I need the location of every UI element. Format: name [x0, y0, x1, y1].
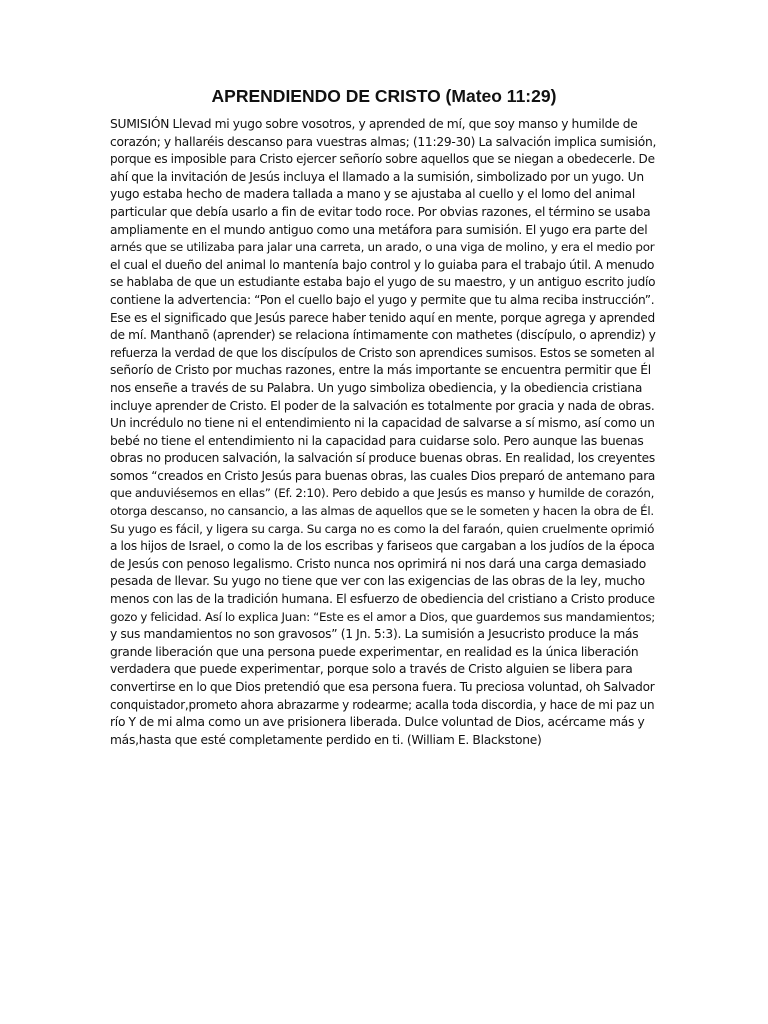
body-line: ahí que la invitación de Jesús incluya el llamado a la sumisión, simbolizado por un yugo. Un [110, 169, 644, 184]
body-line: de mí. Manthanō (aprender) se relaciona íntimamente con mathetes (discípulo, o aprendiz) y [110, 328, 656, 343]
body-line: Un incrédulo no tiene ni el entendimiento ni la capacidad de salvarse a sí mismo, así como un [110, 416, 655, 431]
body-line: Su yugo es fácil, y ligera su carga. Su carga no es como la del faraón, quien cruelmente oprimió [110, 521, 655, 536]
body-line: otorga descanso, no cansancio, a las almas de aquellos que se le someten y hacen la obra de Él. [110, 504, 654, 519]
body-line: corazón; y hallaréis descanso para vuestras almas; (11:29-30) La salvación implica sumisión, [110, 134, 657, 149]
document-body [110, 116, 658, 749]
body-line: particular que debía usarlo a fin de evitar todo roce. Por obvias razones, el término se usaba [110, 204, 651, 219]
body-line: contiene la advertencia: “Pon el cuello bajo el yugo y permite que tu alma reciba instrucción”. [110, 292, 655, 307]
body-line: se hablaba de que un estudiante estaba bajo el yugo de su maestro, y un antiguo escrito judío [110, 275, 656, 290]
body-line: SUMISIÓN Llevad mi yugo sobre vosotros, y aprended de mí, que soy manso y humilde de [110, 117, 638, 131]
body-line: de Jesús con penoso legalismo. Cristo nunca nos oprimirá ni nos dará una carga demasiado [110, 556, 647, 571]
body-line: somos “creados en Cristo Jesús para buenas obras, las cuales Dios preparó de antemano para [110, 468, 656, 483]
body-line: incluye aprender de Cristo. El poder de la salvación es totalmente por gracia y nada de obras. [110, 398, 655, 413]
body-line: más,hasta que esté completamente perdido en ti. (William E. Blackstone) [110, 732, 542, 747]
body-line: convertirse en lo que Dios pretendió que esa persona fuera. Tu preciosa voluntad, oh Salvador [110, 680, 655, 694]
body-line: gozo y felicidad. Así lo explica Juan: “Este es el amor a Dios, que guardemos sus mandamientos; [110, 609, 655, 624]
body-line: que anduviésemos en ellas” (Ef. 2:10). Pero debido a que Jesús es manso y humilde de corazón, [110, 486, 655, 501]
body-line: menos con las de la tradición humana. El esfuerzo de obediencia del cristiano a Cristo produce [110, 592, 655, 607]
body-line: pesada de llevar. Su yugo no tiene que ver con las exigencias de las obras de la ley, mucho [110, 574, 645, 589]
body-line: bebé no tiene el entendimiento ni la capacidad para cuidarse solo. Pero aunque las buenas [110, 433, 644, 448]
body-line: obras no producen salvación, la salvación sí produce buenas obras. En realidad, los creyentes [110, 451, 655, 466]
body-line: ampliamente en el mundo antiguo como una metáfora para sumisión. El yugo era parte del [110, 222, 648, 237]
document-title: APRENDIENDO DE CRISTO (Mateo 11:29) [211, 86, 557, 106]
body-line: río Y de mi alma como un ave prisionera liberada. Dulce voluntad de Dios, acércame más y [110, 715, 645, 730]
body-line: y sus mandamientos no son gravosos” (1 Jn. 5:3). La sumisión a Jesucristo produce la más [110, 627, 639, 642]
body-line: verdadera que puede experimentar, porque solo a través de Cristo alguien se libera para [110, 662, 633, 677]
body-line: el cual el dueño del animal lo mantenía bajo control y lo guiaba para el trabajo útil. A menudo [110, 257, 655, 272]
body-line: arnés que se utilizaba para jalar una carreta, un arado, o una viga de molino, y era el medio por [110, 240, 655, 255]
body-line: porque es imposible para Cristo ejercer señorío sobre aquellos que se niegan a obedecerle. De [110, 152, 655, 167]
body-line: nos enseñe a través de su Palabra. Un yugo simboliza obediencia, y la obediencia cristiana [110, 380, 643, 395]
body-line: Ese es el significado que Jesús parece haber tenido aquí en mente, porque agrega y aprended [110, 310, 655, 325]
body-line: yugo estaba hecho de madera tallada a mano y se ajustaba al cuello y el lomo del animal [110, 187, 635, 202]
body-line: grande liberación que una persona puede experimentar, en realidad es la única liberación [110, 644, 639, 659]
body-line: a los hijos de Israel, o como la de los escribas y fariseos que cargaban a los judíos de la época [110, 539, 655, 554]
body-line: señorío de Cristo por muchas razones, entre la más importante se encuentra permitir que Él [110, 363, 651, 378]
body-line: refuerza la verdad de que los discípulos de Cristo son aprendices sumisos. Estos se someten al [110, 345, 655, 360]
body-line: conquistador,prometo ahora abrazarme y rodearme; acalla toda discordia, y hace de mi paz un [110, 697, 655, 712]
